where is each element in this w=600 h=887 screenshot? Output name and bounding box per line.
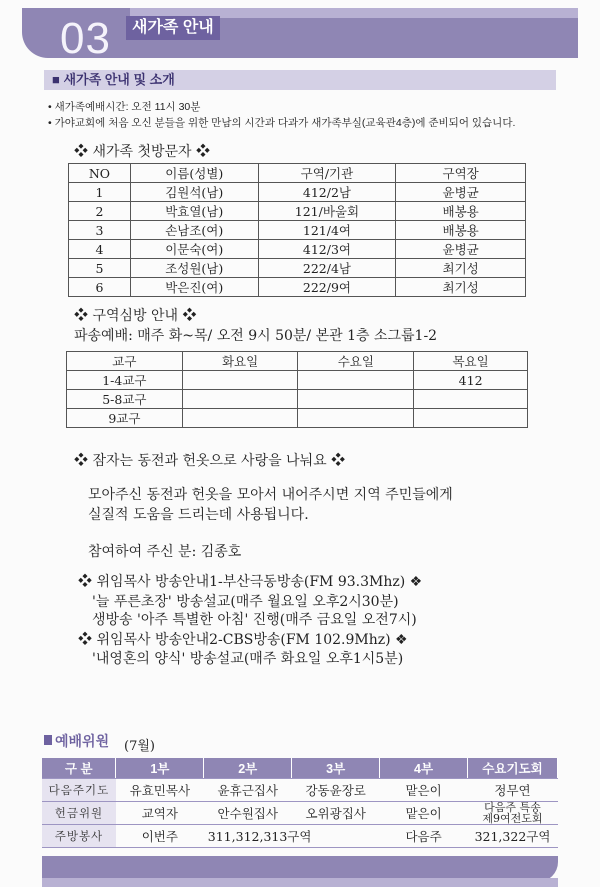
column-header: 구 분 bbox=[42, 758, 116, 779]
table-row bbox=[42, 825, 558, 848]
broadcast-line: '늘 푸른초장' 방송설교(매주 월요일 오후2시30분) bbox=[92, 594, 399, 610]
table-cell: 윤병균 bbox=[396, 183, 526, 202]
table-row bbox=[67, 409, 528, 428]
table-cell: 222/9여 bbox=[258, 278, 396, 297]
special-song-label: 다음주 특송 bbox=[484, 801, 541, 814]
table-row bbox=[69, 202, 526, 221]
coins-participant: 참여하여 주신 분: 김종호 bbox=[88, 544, 242, 560]
column-header: 수요일 bbox=[298, 352, 414, 371]
table-cell: 배봉용 bbox=[396, 202, 526, 221]
coins-text-line: 실질적 도움을 드리는데 사용됩니다. bbox=[88, 507, 309, 523]
column-header: 화요일 bbox=[182, 352, 298, 371]
table-cell: 맡은이 bbox=[380, 802, 468, 825]
column-header: 2부 bbox=[204, 758, 292, 779]
table-row bbox=[67, 371, 528, 390]
table-cell: 유효민목사 bbox=[116, 779, 204, 802]
broadcast-heading: ❖ 위임목사 방송안내2-CBS방송(FM 102.9Mhz) ❖ bbox=[78, 632, 408, 648]
table-cell: 다음주 bbox=[380, 825, 468, 848]
service-month: (7월) bbox=[124, 739, 155, 754]
column-header: 이름(성별) bbox=[130, 164, 258, 183]
table-cell: 9교구 bbox=[67, 409, 183, 428]
table-cell bbox=[298, 371, 414, 390]
table-cell bbox=[414, 409, 528, 428]
table-cell: 3 bbox=[69, 221, 131, 240]
row-label: 다음주기도 bbox=[42, 779, 116, 802]
broadcast-line: 생방송 '아주 특별한 아침' 진행(매주 금요일 오전7시) bbox=[92, 612, 417, 628]
row-label: 주방봉사 bbox=[42, 825, 116, 848]
table-row bbox=[69, 259, 526, 278]
table-cell: 이번주 bbox=[116, 825, 204, 848]
service-title-marker bbox=[44, 735, 52, 745]
table-cell: 121/4여 bbox=[258, 221, 396, 240]
table-cell: 조성원(남) bbox=[130, 259, 258, 278]
column-header: NO bbox=[69, 164, 131, 183]
column-header: 교구 bbox=[67, 352, 183, 371]
table-row bbox=[42, 802, 558, 825]
table-row bbox=[69, 183, 526, 202]
table-cell: 최기성 bbox=[396, 259, 526, 278]
table-cell: 손남조(여) bbox=[130, 221, 258, 240]
table-cell: 이문숙(여) bbox=[130, 240, 258, 259]
table-header-row bbox=[42, 758, 558, 779]
table-cell: 4 bbox=[69, 240, 131, 259]
table-cell: 311,312,313구역 bbox=[204, 825, 380, 848]
coins-text-line: 모아주신 동전과 헌옷을 모아서 내어주시면 지역 주민들에게 bbox=[88, 487, 453, 503]
broadcast-line: '내영혼의 양식' 방송설교(매주 화요일 오후1시5분) bbox=[92, 651, 404, 667]
table-cell: 강동윤장로 bbox=[292, 779, 380, 802]
table-cell: 412/2남 bbox=[258, 183, 396, 202]
table-row bbox=[42, 779, 558, 802]
table-cell: 오위광집사 bbox=[292, 802, 380, 825]
table-header-row bbox=[67, 352, 528, 371]
column-header: 목요일 bbox=[414, 352, 528, 371]
coins-heading: ❖ 잠자는 동전과 헌옷으로 사랑을 나눠요 ❖ bbox=[74, 453, 346, 469]
visitors-heading: ❖ 새가족 첫방문자 ❖ bbox=[74, 144, 211, 160]
district-heading: ❖ 구역심방 안내 ❖ bbox=[74, 308, 197, 324]
table-cell: 321,322구역 bbox=[468, 825, 558, 848]
intro-bullet: • 새가족예배시간: 오전 11시 30분 bbox=[48, 101, 201, 113]
table-row bbox=[69, 221, 526, 240]
table-cell: 윤병균 bbox=[396, 240, 526, 259]
table-cell: 안수원집사 bbox=[204, 802, 292, 825]
table-cell: 5 bbox=[69, 259, 131, 278]
district-table bbox=[66, 351, 528, 428]
section-title: 새가족 안내 bbox=[126, 16, 220, 40]
table-row bbox=[69, 278, 526, 297]
table-cell: 412/3여 bbox=[258, 240, 396, 259]
service-title: 예배위원 bbox=[55, 733, 110, 749]
table-cell bbox=[182, 409, 298, 428]
table-cell: 정무연 bbox=[468, 779, 558, 802]
table-cell: 1-4교구 bbox=[67, 371, 183, 390]
service-table bbox=[42, 758, 558, 848]
table-cell: 맡은이 bbox=[380, 779, 468, 802]
footer-accent-band bbox=[42, 878, 558, 887]
table-cell: 배봉용 bbox=[396, 221, 526, 240]
table-cell bbox=[414, 390, 528, 409]
table-cell: 박효열(남) bbox=[130, 202, 258, 221]
table-cell: 최기성 bbox=[396, 278, 526, 297]
special-song-cell bbox=[468, 802, 558, 825]
table-cell: 5-8교구 bbox=[67, 390, 183, 409]
table-cell: 박은진(여) bbox=[130, 278, 258, 297]
table-cell: 윤휴근집사 bbox=[204, 779, 292, 802]
table-cell: 121/바울회 bbox=[258, 202, 396, 221]
table-cell: 6 bbox=[69, 278, 131, 297]
intro-bullet: • 가야교회에 처음 오신 분들을 위한 만남의 시간과 다과가 새가족부실(교육관4층)에 준비되어 있습니다. bbox=[48, 117, 516, 129]
column-header: 구역/기관 bbox=[258, 164, 396, 183]
special-song-group: 제9여전도회 bbox=[482, 812, 543, 825]
table-cell: 2 bbox=[69, 202, 131, 221]
column-header: 4부 bbox=[380, 758, 468, 779]
column-header: 구역장 bbox=[396, 164, 526, 183]
table-cell bbox=[182, 390, 298, 409]
row-label: 헌금위원 bbox=[42, 802, 116, 825]
district-subtitle: 파송예배: 매주 화~목/ 오전 9시 50분/ 본관 1층 소그룹1-2 bbox=[74, 328, 438, 344]
intro-heading: ■ 새가족 안내 및 소개 bbox=[52, 72, 175, 87]
table-header-row bbox=[69, 164, 526, 183]
column-header: 수요기도회 bbox=[468, 758, 558, 779]
table-cell: 412 bbox=[414, 371, 528, 390]
table-cell: 김원석(남) bbox=[130, 183, 258, 202]
column-header: 1부 bbox=[116, 758, 204, 779]
table-cell: 222/4남 bbox=[258, 259, 396, 278]
column-header: 3부 bbox=[292, 758, 380, 779]
table-row bbox=[69, 240, 526, 259]
visitors-table bbox=[68, 163, 526, 297]
table-cell: 1 bbox=[69, 183, 131, 202]
table-cell bbox=[298, 390, 414, 409]
table-cell bbox=[182, 371, 298, 390]
section-number: 03 bbox=[60, 14, 111, 63]
broadcast-heading: ❖ 위임목사 방송안내1-부산극동방송(FM 93.3Mhz) ❖ bbox=[78, 574, 423, 590]
table-cell bbox=[298, 409, 414, 428]
table-row bbox=[67, 390, 528, 409]
table-cell: 교역자 bbox=[116, 802, 204, 825]
